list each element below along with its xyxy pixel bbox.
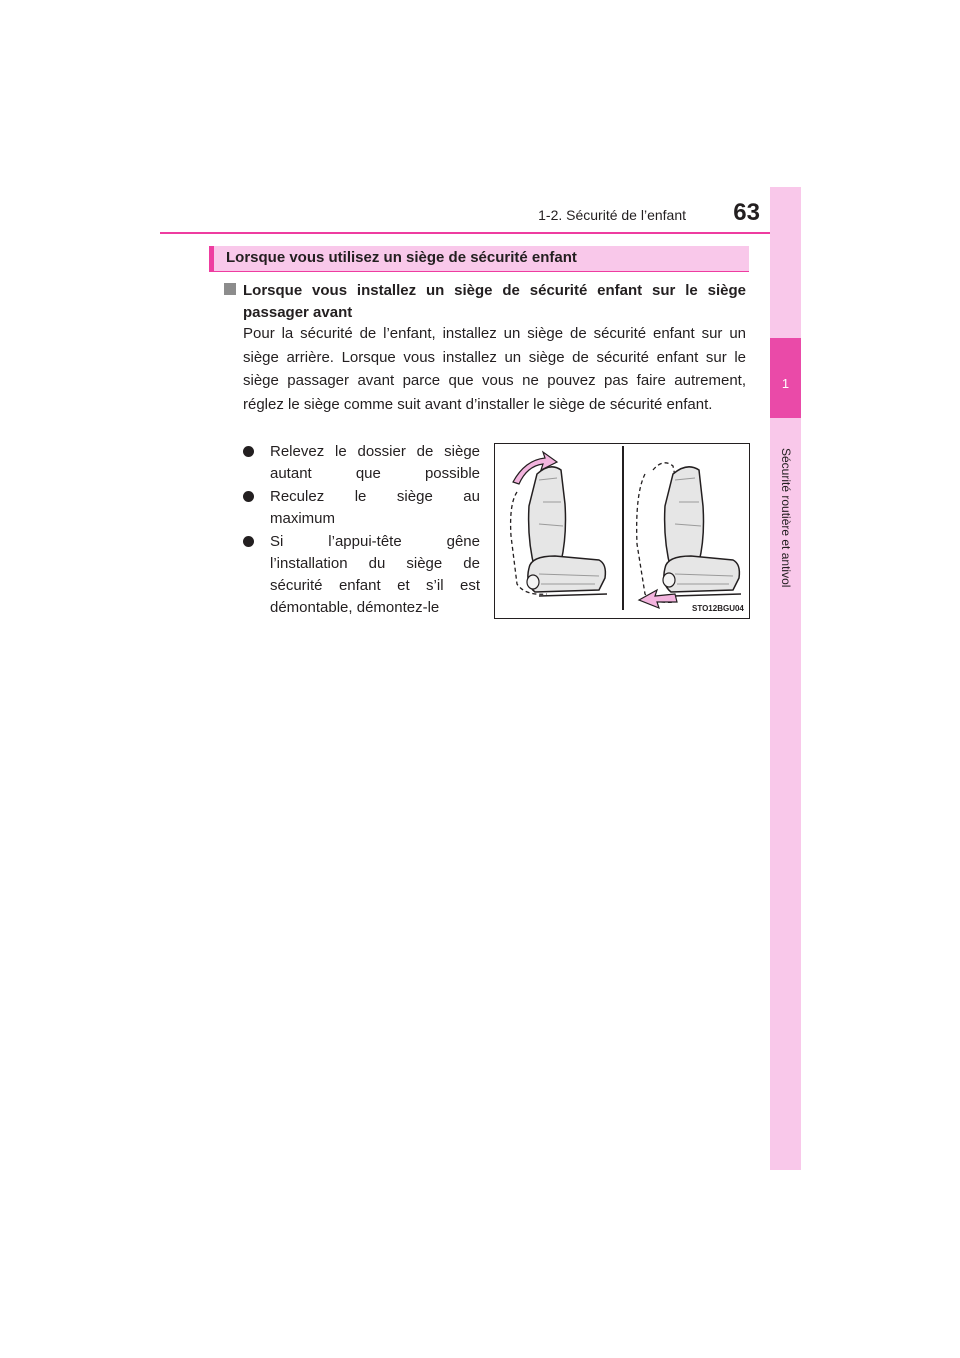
bullet-line: autant que possible	[270, 465, 480, 482]
page-number: 63	[733, 199, 760, 226]
running-header-section: 1-2. Sécurité de l’enfant	[538, 207, 686, 223]
bullet-dot-icon	[243, 536, 254, 547]
seat-diagram	[495, 444, 749, 618]
chapter-side-tab[interactable]	[770, 187, 801, 1170]
section-title-rule	[209, 271, 749, 272]
figure-code: STO12BGU04	[692, 604, 744, 613]
chapter-label: Sécurité routière et antivol	[779, 448, 793, 588]
body-paragraph: Pour la sécurité de l’enfant, installez un siège de sécurité enfant sur un siège arrière. Lorsque vous installez un siège de sécurité enfant sur le siège passager avant parce que vous ne pouvez pas faire autrement, réglez le siège comme suit avant d’installer le siège de sécurité enfant.	[243, 325, 746, 413]
bullet-dot-icon	[243, 446, 254, 457]
section-title-bar	[209, 246, 749, 272]
bullet-line: Relevez le dossier de siège	[270, 443, 480, 460]
bullet-line: maximum	[270, 510, 336, 527]
seat-right-icon	[663, 467, 741, 596]
section-title: Lorsque vous utilisez un siège de sécurité enfant	[226, 249, 577, 266]
header-rule	[160, 232, 801, 234]
bullet-line: l’installation du siège de	[270, 555, 480, 572]
bullet-line: sécurité enfant et s’il est	[270, 577, 480, 594]
subheading-square-icon	[224, 283, 236, 295]
seat-illustration	[494, 443, 750, 619]
bullet-line: Reculez le siège au	[270, 488, 480, 505]
bullet-line: démontable, démontez-le	[270, 599, 440, 616]
bullet-line: Si l’appui-tête gêne	[270, 533, 480, 550]
bullet-dot-icon	[243, 491, 254, 502]
subheading: Lorsque vous installez un siège de sécurité enfant sur le siège passager avant	[243, 282, 746, 321]
chapter-number: 1	[781, 376, 790, 391]
seat-left-icon	[527, 467, 607, 596]
